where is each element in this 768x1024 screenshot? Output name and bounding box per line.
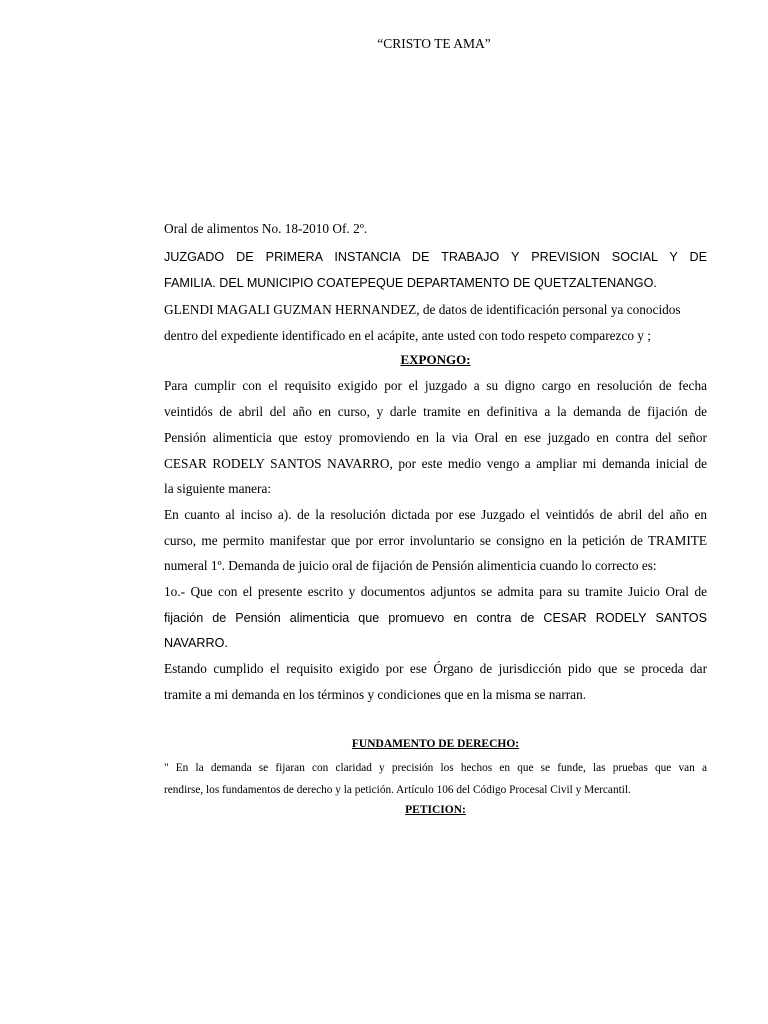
expongo-line: Estando cumplido el requisito exigido por ese Órgano de jurisdicción pido que se proceda dar bbox=[164, 661, 707, 676]
fundamento-line-1: " En la demanda se fijaran con claridad y precisión los hechos en que se funde, las pruebas que van a bbox=[164, 762, 707, 774]
case-reference: Oral de alimentos No. 18-2010 Of. 2º. bbox=[164, 221, 368, 236]
fundamento-line-2: rendirse, los fundamentos de derecho y la petición. Artículo 106 del Código Procesal Civil y Mercantil. bbox=[164, 784, 631, 796]
expongo-line: En cuanto al inciso a). de la resolución dictada por ese Juzgado el veintidós de abril del año en bbox=[164, 507, 707, 522]
intro-line-1: GLENDI MAGALI GUZMAN HERNANDEZ, de datos de identificación personal ya conocidos bbox=[164, 302, 681, 317]
court-line-2: FAMILIA. DEL MUNICIPIO COATEPEQUE DEPARTAMENTO DE QUETZALTENANGO. bbox=[164, 276, 657, 290]
intro-line-2: dentro del expediente identificado en el acápite, ante usted con todo respeto comparezco y ; bbox=[164, 328, 651, 343]
expongo-line: numeral 1º. Demanda de juicio oral de fijación de Pensión alimenticia cuando lo correcto es: bbox=[164, 558, 657, 573]
expongo-line: curso, me permito manifestar que por error involuntario se consigno en la petición de TRAMITE bbox=[164, 533, 707, 548]
court-line-1: JUZGADO DE PRIMERA INSTANCIA DE TRABAJO Y PREVISION SOCIAL Y DE bbox=[164, 250, 707, 264]
expongo-line: CESAR RODELY SANTOS NAVARRO, por este medio vengo a ampliar mi demanda inicial de bbox=[164, 456, 707, 471]
expongo-line: tramite a mi demanda en los términos y condiciones que en la misma se narran. bbox=[164, 687, 587, 702]
expongo-line: Para cumplir con el requisito exigido por el juzgado a su digno cargo en resolución de fecha bbox=[164, 378, 707, 393]
fundamento-heading: FUNDAMENTO DE DERECHO: bbox=[351, 738, 520, 750]
expongo-line: NAVARRO. bbox=[164, 636, 228, 650]
expongo-line: fijación de Pensión alimenticia que promuevo en contra de CESAR RODELY SANTOS bbox=[164, 611, 707, 625]
expongo-line: veintidós de abril del año en curso, y darle tramite en definitiva a la demanda de fijación de bbox=[164, 404, 707, 419]
expongo-line: Pensión alimenticia que estoy promoviendo en la via Oral en ese juzgado en contra del señor bbox=[164, 430, 707, 445]
document-motto: “CRISTO TE AMA” bbox=[377, 36, 491, 51]
expongo-heading: EXPONGO: bbox=[400, 352, 471, 367]
expongo-line: la siguiente manera: bbox=[164, 481, 272, 496]
peticion-heading: PETICION: bbox=[405, 804, 466, 816]
expongo-line: 1o.- Que con el presente escrito y documentos adjuntos se admita para su tramite Juicio Oral de bbox=[164, 584, 707, 599]
